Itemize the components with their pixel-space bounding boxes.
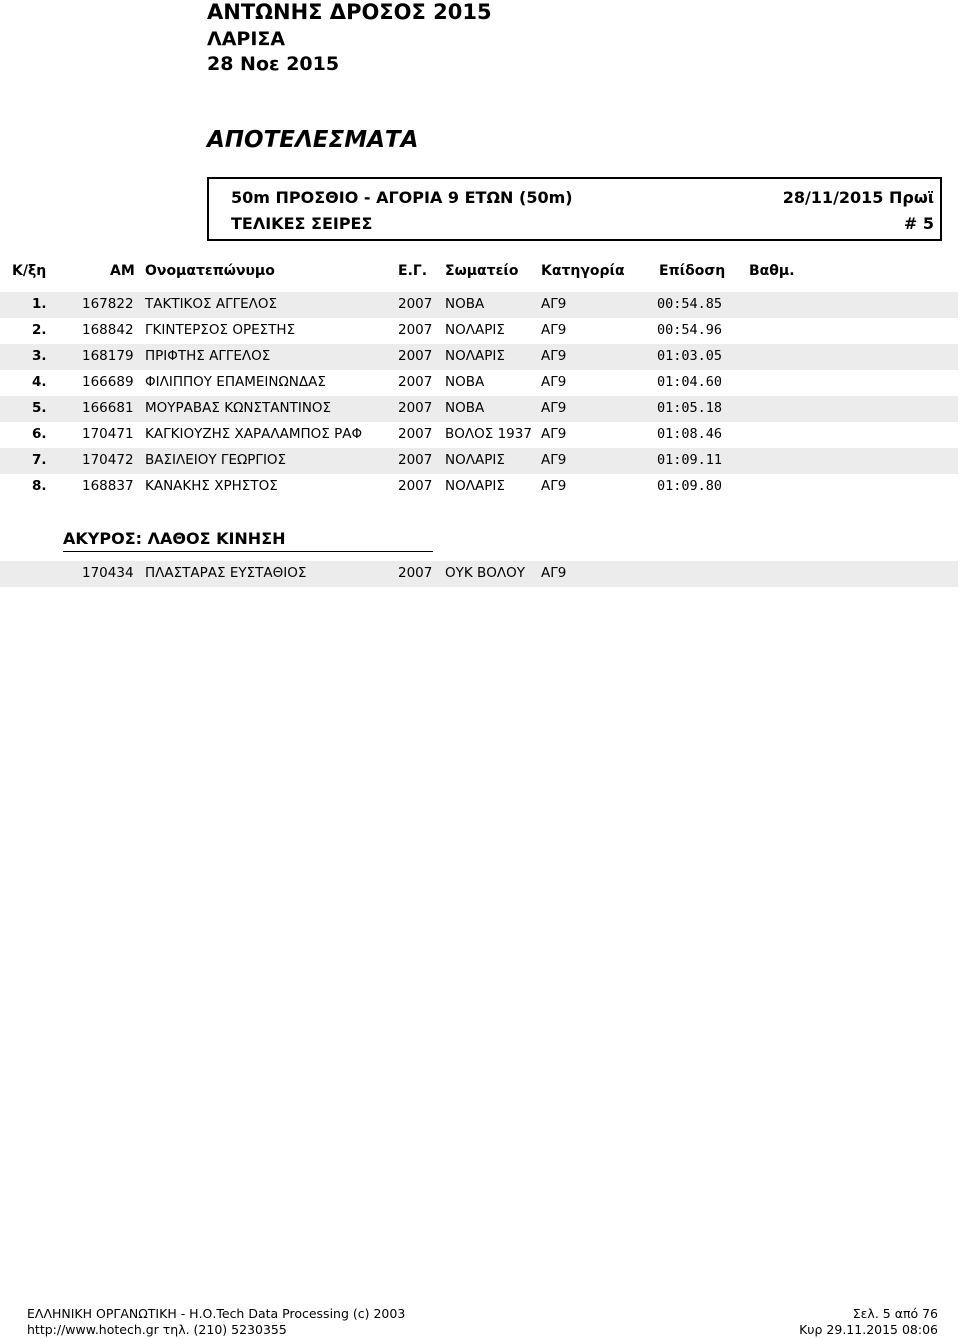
year-cell: 2007 <box>398 374 433 390</box>
col-name-header: Ονοματεπώνυμο <box>145 263 275 279</box>
category-cell: ΑΓ9 <box>541 426 567 442</box>
footer-contact: http://www.hotech.gr τηλ. (210) 5230355 <box>27 1322 287 1337</box>
am-cell: 168837 <box>82 478 134 494</box>
time-cell: 01:09.80 <box>657 478 723 494</box>
rank-cell: 1. <box>32 296 47 312</box>
category-cell: ΑΓ9 <box>541 348 567 364</box>
footer-page-number: Σελ. 5 από 76 <box>852 1306 938 1321</box>
event-datetime: 28/11/2015 Πρωϊ <box>782 188 934 207</box>
club-cell: ΝΟΒΑ <box>445 296 485 312</box>
time-cell: 00:54.96 <box>657 322 723 338</box>
table-row <box>0 396 958 422</box>
rank-cell: 7. <box>32 452 47 468</box>
footer-print-timestamp: Κυρ 29.11.2015 08:06 <box>799 1322 938 1337</box>
year-cell: 2007 <box>398 296 433 312</box>
col-year-header: Ε.Γ. <box>398 263 428 279</box>
time-cell: 01:04.60 <box>657 374 723 390</box>
time-cell: 01:03.05 <box>657 348 723 364</box>
rank-cell: 3. <box>32 348 47 364</box>
rank-cell: 2. <box>32 322 47 338</box>
time-cell: 01:05.18 <box>657 400 723 416</box>
event-round: ΤΕΛΙΚΕΣ ΣΕΙΡΕΣ <box>231 214 373 233</box>
club-cell: ΝΟΛΑΡΙΣ <box>445 478 505 494</box>
year-cell: 2007 <box>398 400 433 416</box>
time-cell: 01:09.11 <box>657 452 723 468</box>
name-cell: ΤΑΚΤΙΚΟΣ ΑΓΓΕΛΟΣ <box>145 296 278 312</box>
event-box <box>207 177 942 241</box>
am-cell: 167822 <box>82 296 134 312</box>
category-cell: ΑΓ9 <box>541 374 567 390</box>
event-heat: # 5 <box>903 214 934 233</box>
year-cell: 2007 <box>398 452 433 468</box>
am-cell: 170471 <box>82 426 134 442</box>
name-cell: ΠΡΙΦΤΗΣ ΑΓΓΕΛΟΣ <box>145 348 271 364</box>
club-cell: ΟΥΚ ΒΟΛΟΥ <box>445 565 526 581</box>
am-cell: 168842 <box>82 322 134 338</box>
club-cell: ΒΟΛΟΣ 1937 <box>445 426 532 442</box>
meet-date: 28 Νοε 2015 <box>207 53 340 75</box>
table-row <box>0 561 958 587</box>
name-cell: ΦΙΛΙΠΠΟΥ ΕΠΑΜΕΙΝΩΝΔΑΣ <box>145 374 326 390</box>
results-heading: ΑΠΟΤΕΛΕΣΜΑΤΑ <box>207 127 419 153</box>
rank-cell: 8. <box>32 478 47 494</box>
col-rank-header: Κ/ξη <box>12 263 47 279</box>
table-row <box>0 422 960 448</box>
am-cell: 168179 <box>82 348 134 364</box>
disqualified-heading: ΑΚΥΡΟΣ: ΛΑΘΟΣ ΚΙΝΗΣΗ <box>63 529 286 548</box>
rank-cell: 6. <box>32 426 47 442</box>
category-cell: ΑΓ9 <box>541 565 567 581</box>
table-row <box>0 448 958 474</box>
meet-city: ΛΑΡΙΣΑ <box>207 28 286 50</box>
disqualified-heading-underline <box>63 551 433 552</box>
club-cell: ΝΟΛΑΡΙΣ <box>445 452 505 468</box>
club-cell: ΝΟΒΑ <box>445 400 485 416</box>
name-cell: ΚΑΓΚΙΟΥΖΗΣ ΧΑΡΑΛΑΜΠΟΣ ΡΑΦ <box>145 426 363 442</box>
footer-organizer: ΕΛΛΗΝΙΚΗ ΟΡΓΑΝΩΤΙΚΗ - Η.Ο.Tech Data Processing (c) 2003 <box>27 1306 406 1321</box>
year-cell: 2007 <box>398 322 433 338</box>
category-cell: ΑΓ9 <box>541 478 567 494</box>
am-cell: 166681 <box>82 400 134 416</box>
name-cell: ΓΚΙΝΤΕΡΣΟΣ ΟΡΕΣΤΗΣ <box>145 322 296 338</box>
year-cell: 2007 <box>398 348 433 364</box>
category-cell: ΑΓ9 <box>541 322 567 338</box>
year-cell: 2007 <box>398 478 433 494</box>
club-cell: ΝΟΛΑΡΙΣ <box>445 322 505 338</box>
table-row <box>0 370 960 396</box>
time-cell: 00:54.85 <box>657 296 723 312</box>
meet-title: ΑΝΤΩΝΗΣ ΔΡΟΣΟΣ 2015 <box>207 0 492 24</box>
table-row <box>0 292 958 318</box>
category-cell: ΑΓ9 <box>541 296 567 312</box>
am-cell: 170472 <box>82 452 134 468</box>
col-club-header: Σωματείο <box>445 263 519 279</box>
name-cell: ΒΑΣΙΛΕΙΟΥ ΓΕΩΡΓΙΟΣ <box>145 452 287 468</box>
time-cell: 01:08.46 <box>657 426 723 442</box>
event-name: 50m ΠΡΟΣΘΙΟ - ΑΓΟΡΙΑ 9 ΕΤΩΝ (50m) <box>231 188 573 207</box>
year-cell: 2007 <box>398 565 433 581</box>
year-cell: 2007 <box>398 426 433 442</box>
category-cell: ΑΓ9 <box>541 452 567 468</box>
rank-cell: 4. <box>32 374 47 390</box>
table-row <box>0 344 958 370</box>
col-category-header: Κατηγορία <box>541 263 625 279</box>
club-cell: ΝΟΛΑΡΙΣ <box>445 348 505 364</box>
table-row <box>0 318 960 344</box>
am-cell: 166689 <box>82 374 134 390</box>
category-cell: ΑΓ9 <box>541 400 567 416</box>
name-cell: ΚΑΝΑΚΗΣ ΧΡΗΣΤΟΣ <box>145 478 278 494</box>
am-cell: 170434 <box>82 565 134 581</box>
name-cell: ΜΟΥΡΑΒΑΣ ΚΩΝΣΤΑΝΤΙΝΟΣ <box>145 400 332 416</box>
name-cell: ΠΛΑΣΤΑΡΑΣ ΕΥΣΤΑΘΙΟΣ <box>145 565 307 581</box>
rank-cell: 5. <box>32 400 47 416</box>
col-time-header: Επίδοση <box>659 263 726 279</box>
col-am-header: ΑΜ <box>110 263 135 279</box>
col-points-header: Βαθμ. <box>749 263 795 279</box>
table-row <box>0 474 960 500</box>
club-cell: ΝΟΒΑ <box>445 374 485 390</box>
